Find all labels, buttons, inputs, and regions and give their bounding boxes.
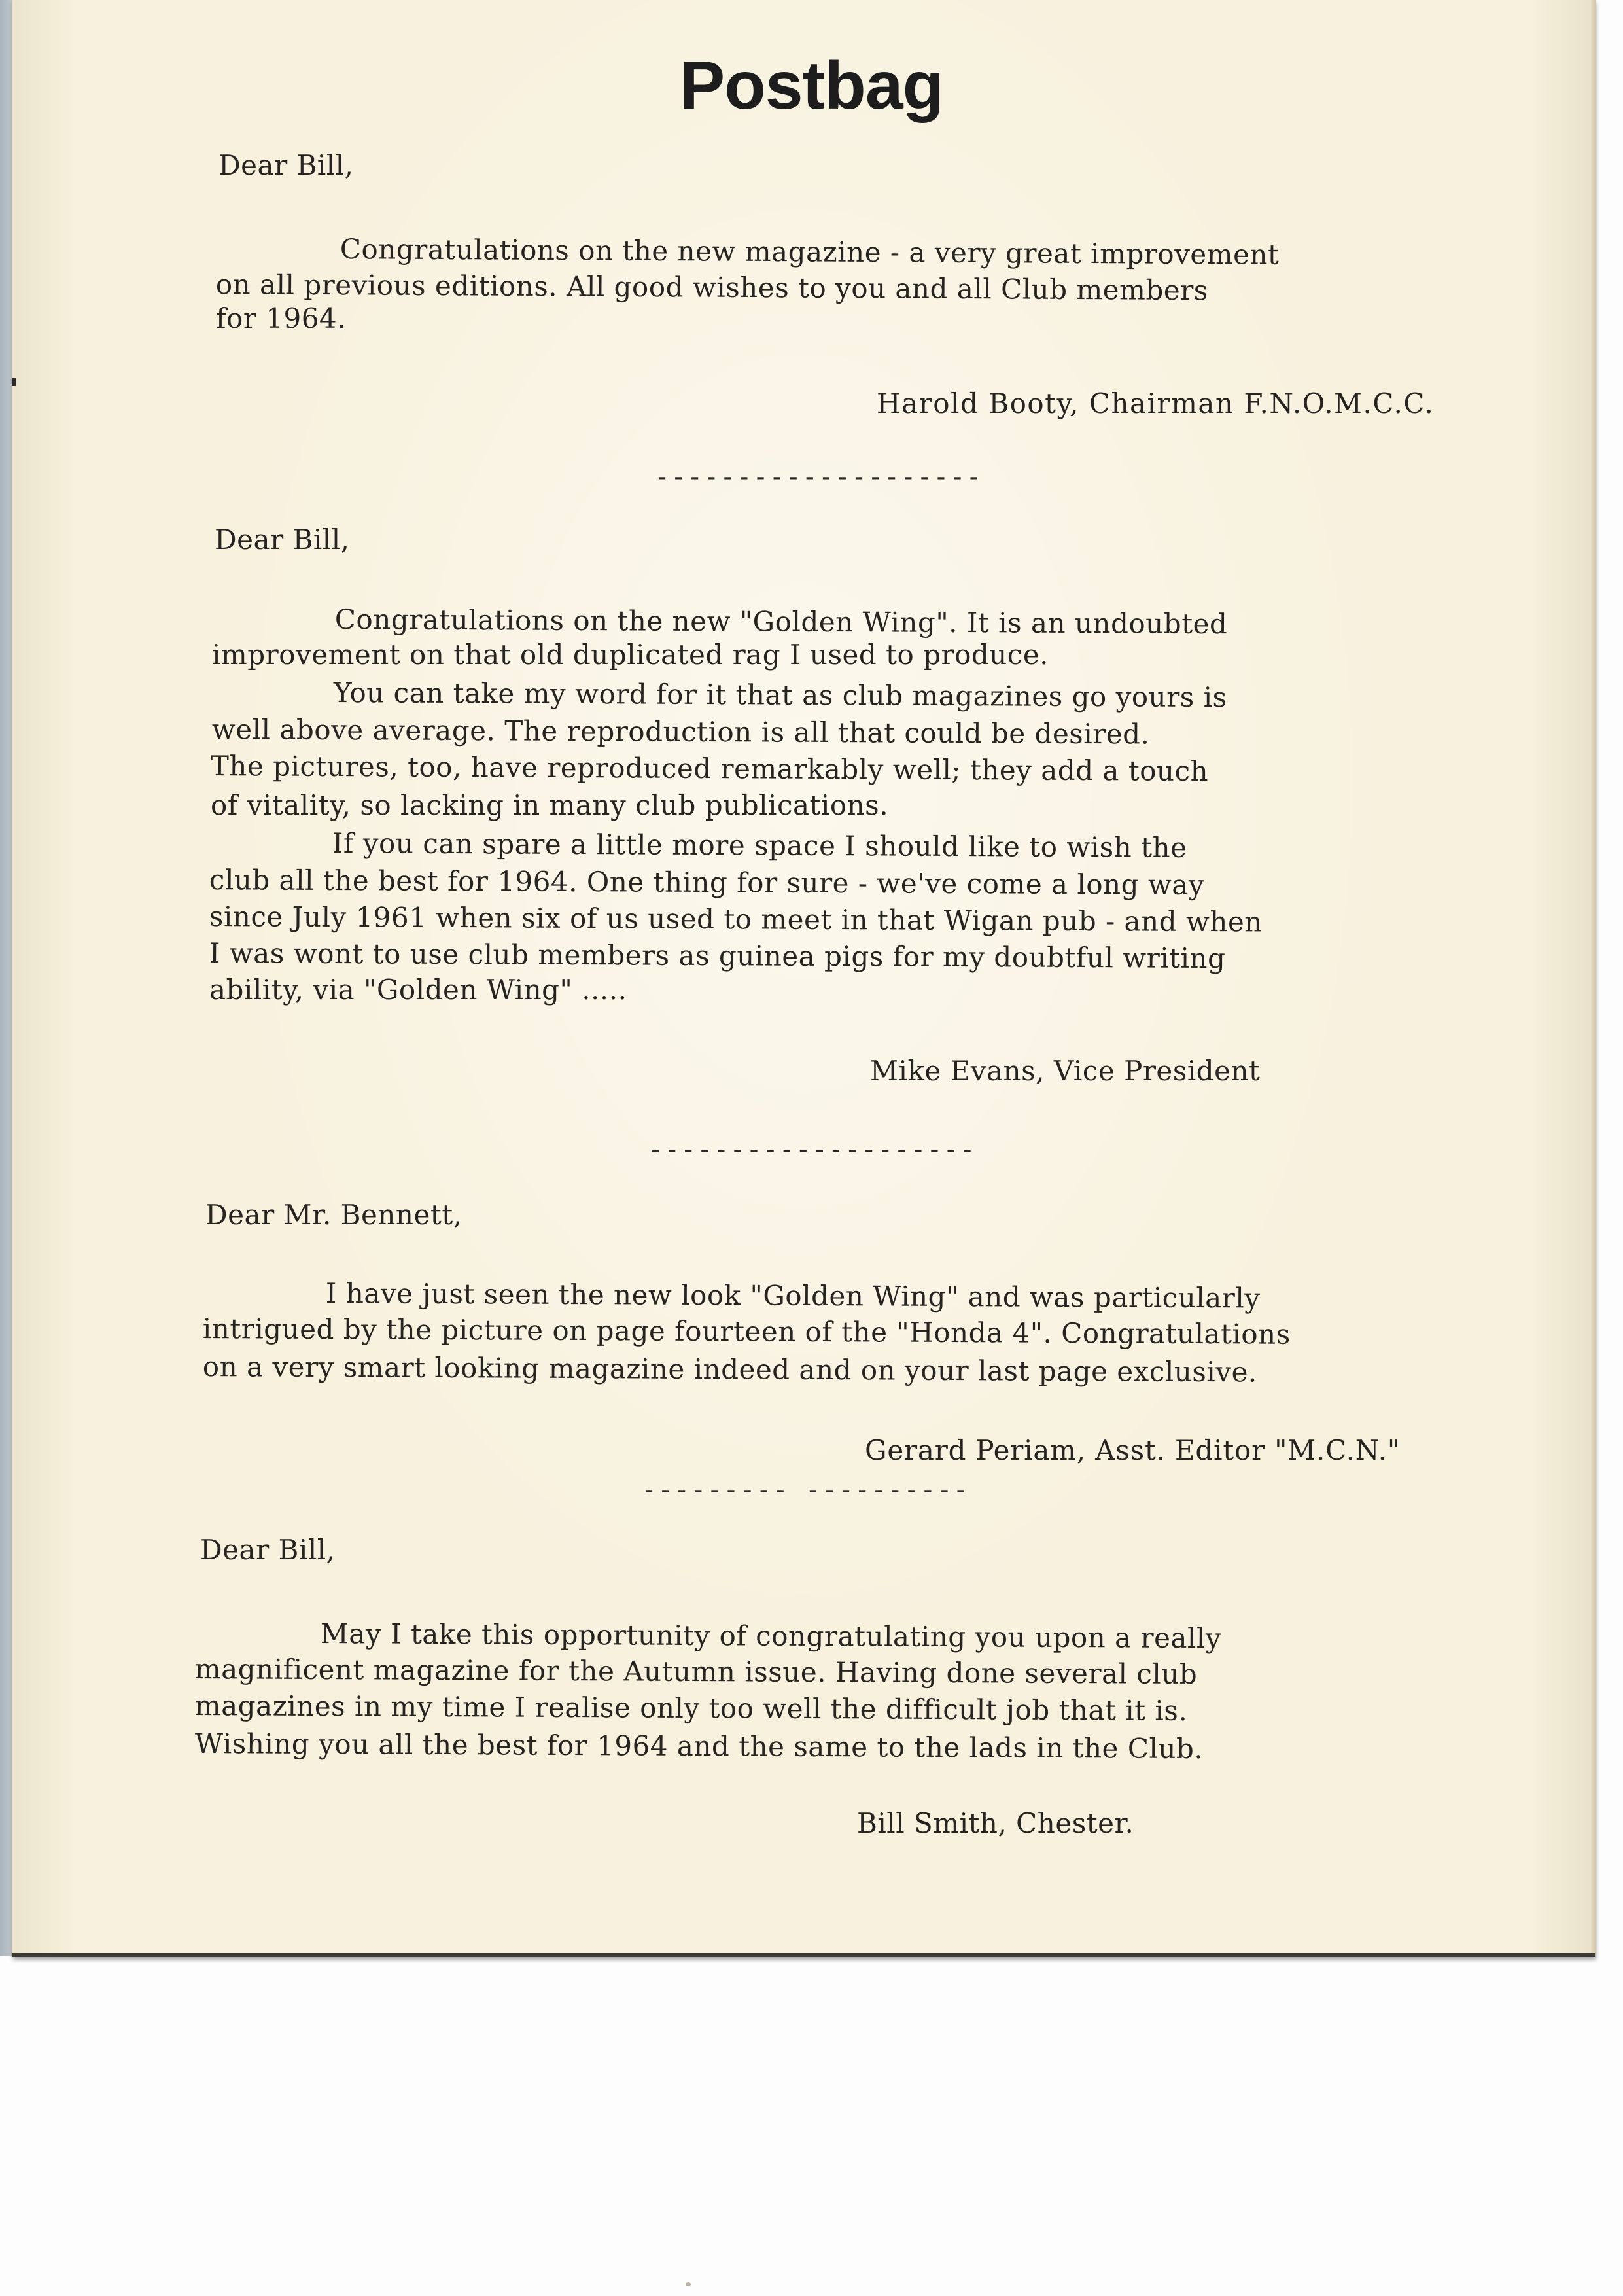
letter-2-line: well above average. The reproduction is all that could be desired. <box>211 713 1150 751</box>
letter-2-line: If you can spare a little more space I should like to wish the <box>332 827 1187 864</box>
letter-4-line: magnificent magazine for the Autumn issue. Having done several club <box>194 1653 1198 1691</box>
page-title: Postbag <box>679 48 944 124</box>
letter-2-salutation: Dear Bill, <box>215 523 350 556</box>
letter-2-line: club all the best for 1964. One thing for sure - we've come a long way <box>209 864 1205 901</box>
letter-2-line: ability, via "Golden Wing" ..... <box>209 974 627 1006</box>
letter-4-signature: Bill Smith, Chester. <box>857 1807 1134 1839</box>
scan-speck <box>686 2282 691 2286</box>
letter-2-line: since July 1961 when six of us used to meet in that Wigan pub - and when <box>209 900 1263 938</box>
letter-2-line: I was wont to use club members as guinea pigs for my doubtful writing <box>209 937 1226 975</box>
letter-3-line: intrigued by the picture on page fourteen of the "Honda 4". Congratulations <box>202 1313 1291 1351</box>
letter-2-line: improvement on that old duplicated rag I used to produce. <box>212 639 1049 671</box>
letter-4-line: magazines in my time I realise only too well the difficult job that it is. <box>194 1689 1188 1727</box>
letter-1-line: for 1964. <box>216 302 346 334</box>
letter-2-line: Congratulations on the new "Golden Wing". It is an undoubted <box>334 603 1228 641</box>
letter-2-line: of vitality, so lacking in many club publications. <box>211 789 889 821</box>
margin-mark <box>12 378 16 386</box>
letter-2-line: You can take my word for it that as club magazines go yours is <box>333 677 1227 714</box>
page-right-edge <box>1591 0 1596 1953</box>
letter-2-line: The pictures, too, have reproduced remarkably well; they add a touch <box>210 750 1209 787</box>
separator-3: --------- ---------- <box>641 1475 969 1505</box>
letter-1-signature: Harold Booty, Chairman F.N.O.M.C.C. <box>877 387 1435 419</box>
letter-4-line: May I take this opportunity of congratulating you upon a really <box>320 1617 1222 1655</box>
letter-1-line: on all previous editions. All good wishes to you and all Club members <box>215 268 1208 307</box>
letter-4-line: Wishing you all the best for 1964 and the same to the lads in the Club. <box>194 1727 1204 1765</box>
letter-3-line: on a very smart looking magazine indeed and on your last page exclusive. <box>202 1351 1257 1388</box>
letter-3-line: I have just seen the new look "Golden Wing" and was particularly <box>325 1277 1261 1315</box>
letter-1-line: Congratulations on the new magazine - a very great improvement <box>340 233 1280 271</box>
separator-1: -------------------- <box>654 462 983 492</box>
letter-1-salutation: Dear Bill, <box>218 149 354 181</box>
separator-2: -------------------- <box>648 1135 976 1165</box>
letter-3-signature: Gerard Periam, Asst. Editor "M.C.N." <box>865 1434 1401 1466</box>
letter-4-salutation: Dear Bill, <box>200 1534 336 1566</box>
letter-3-salutation: Dear Mr. Bennett, <box>205 1199 462 1231</box>
letter-2-signature: Mike Evans, Vice President <box>870 1055 1261 1087</box>
